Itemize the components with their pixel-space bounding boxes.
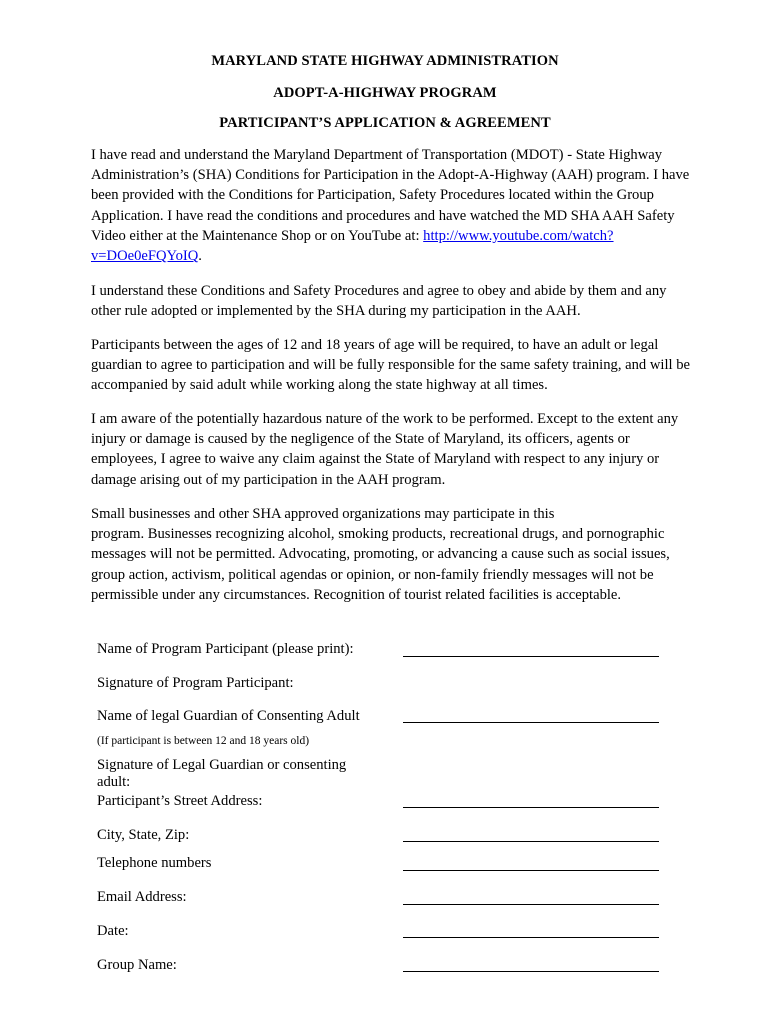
paragraph-minors: Participants between the ages of 12 and 18 years of age will be required, to have an adult or legal guardian to agree to participation and will be fully responsible for the same safety training, and will be accompanied by said adult while working along the state highway at all times. — [91, 337, 690, 394]
email-label: Email Address: — [97, 889, 187, 905]
street-address-field[interactable] — [403, 807, 659, 808]
date-field[interactable] — [403, 937, 659, 938]
guardian-age-note: (If participant is between 12 and 18 years old) — [97, 735, 310, 747]
participant-signature-label: Signature of Program Participant: — [97, 675, 294, 691]
youtube-safety-video-link[interactable]: http://www.youtube.com/watch?v=DOe0eFQYoIQ — [91, 227, 614, 265]
participant-name-label: Name of Program Participant (please print): — [97, 641, 354, 657]
paragraph-acknowledgement: I have read and understand the Maryland Department of Transportation (MDOT) - State Highway Administration’s (SHA) Conditions for Participation in the Adopt-A-Highway (AAH) program. I have been provided with the Conditions for Participation, Safety Procedures located within the Group Application. I have read the conditions and procedures and have watched the MD SHA AAH Safety Video either at the Maintenance Shop or on YouTube at: http://www.youtube.com/watch?v=DOe0eFQYoIQ. — [91, 147, 690, 265]
paragraph-businesses: Small businesses and other SHA approved organizations may participate in this program. Businesses recognizing alcohol, smoking products, recreational drugs, and pornographic messages will not be permitted. Advocating, promoting, or advancing a cause such as social issues, group action, activism, political agendas or opinion, or non-family friendly messages will not be permissible under any circumstances. Recognition of tourist related facilities is acceptable. — [91, 506, 670, 603]
date-label: Date: — [97, 923, 129, 939]
participant-name-field[interactable] — [403, 656, 659, 657]
email-field[interactable] — [403, 904, 659, 905]
program-heading: ADOPT-A-HIGHWAY PROGRAM — [273, 85, 497, 101]
paragraph-agreement: I understand these Conditions and Safety Procedures and agree to obey and abide by them and any other rule adopted or implemented by the SHA during my participation in the AAH. — [91, 283, 667, 320]
form-title: PARTICIPANT’S APPLICATION & AGREEMENT — [219, 115, 551, 131]
street-address-label: Participant’s Street Address: — [97, 793, 263, 809]
agency-heading: MARYLAND STATE HIGHWAY ADMINISTRATION — [211, 53, 559, 69]
telephone-label: Telephone numbers — [97, 855, 212, 871]
city-state-zip-field[interactable] — [403, 841, 659, 842]
guardian-name-label: Name of legal Guardian of Consenting Adult — [97, 708, 360, 724]
city-state-zip-label: City, State, Zip: — [97, 827, 190, 843]
guardian-signature-label: Signature of Legal Guardian or consenting adult: — [97, 757, 347, 790]
group-name-label: Group Name: — [97, 957, 177, 973]
telephone-field[interactable] — [403, 870, 659, 871]
guardian-name-field[interactable] — [403, 722, 659, 723]
paragraph-waiver: I am aware of the potentially hazardous nature of the work to be performed. Except to the extent any injury or damage is caused by the negligence of the State of Maryland, its officers, agents or employees, I agree to waive any claim against the State of Maryland with respect to any injury or damage arising out of my participation in the AAH program. — [91, 411, 679, 488]
group-name-field[interactable] — [403, 971, 659, 972]
